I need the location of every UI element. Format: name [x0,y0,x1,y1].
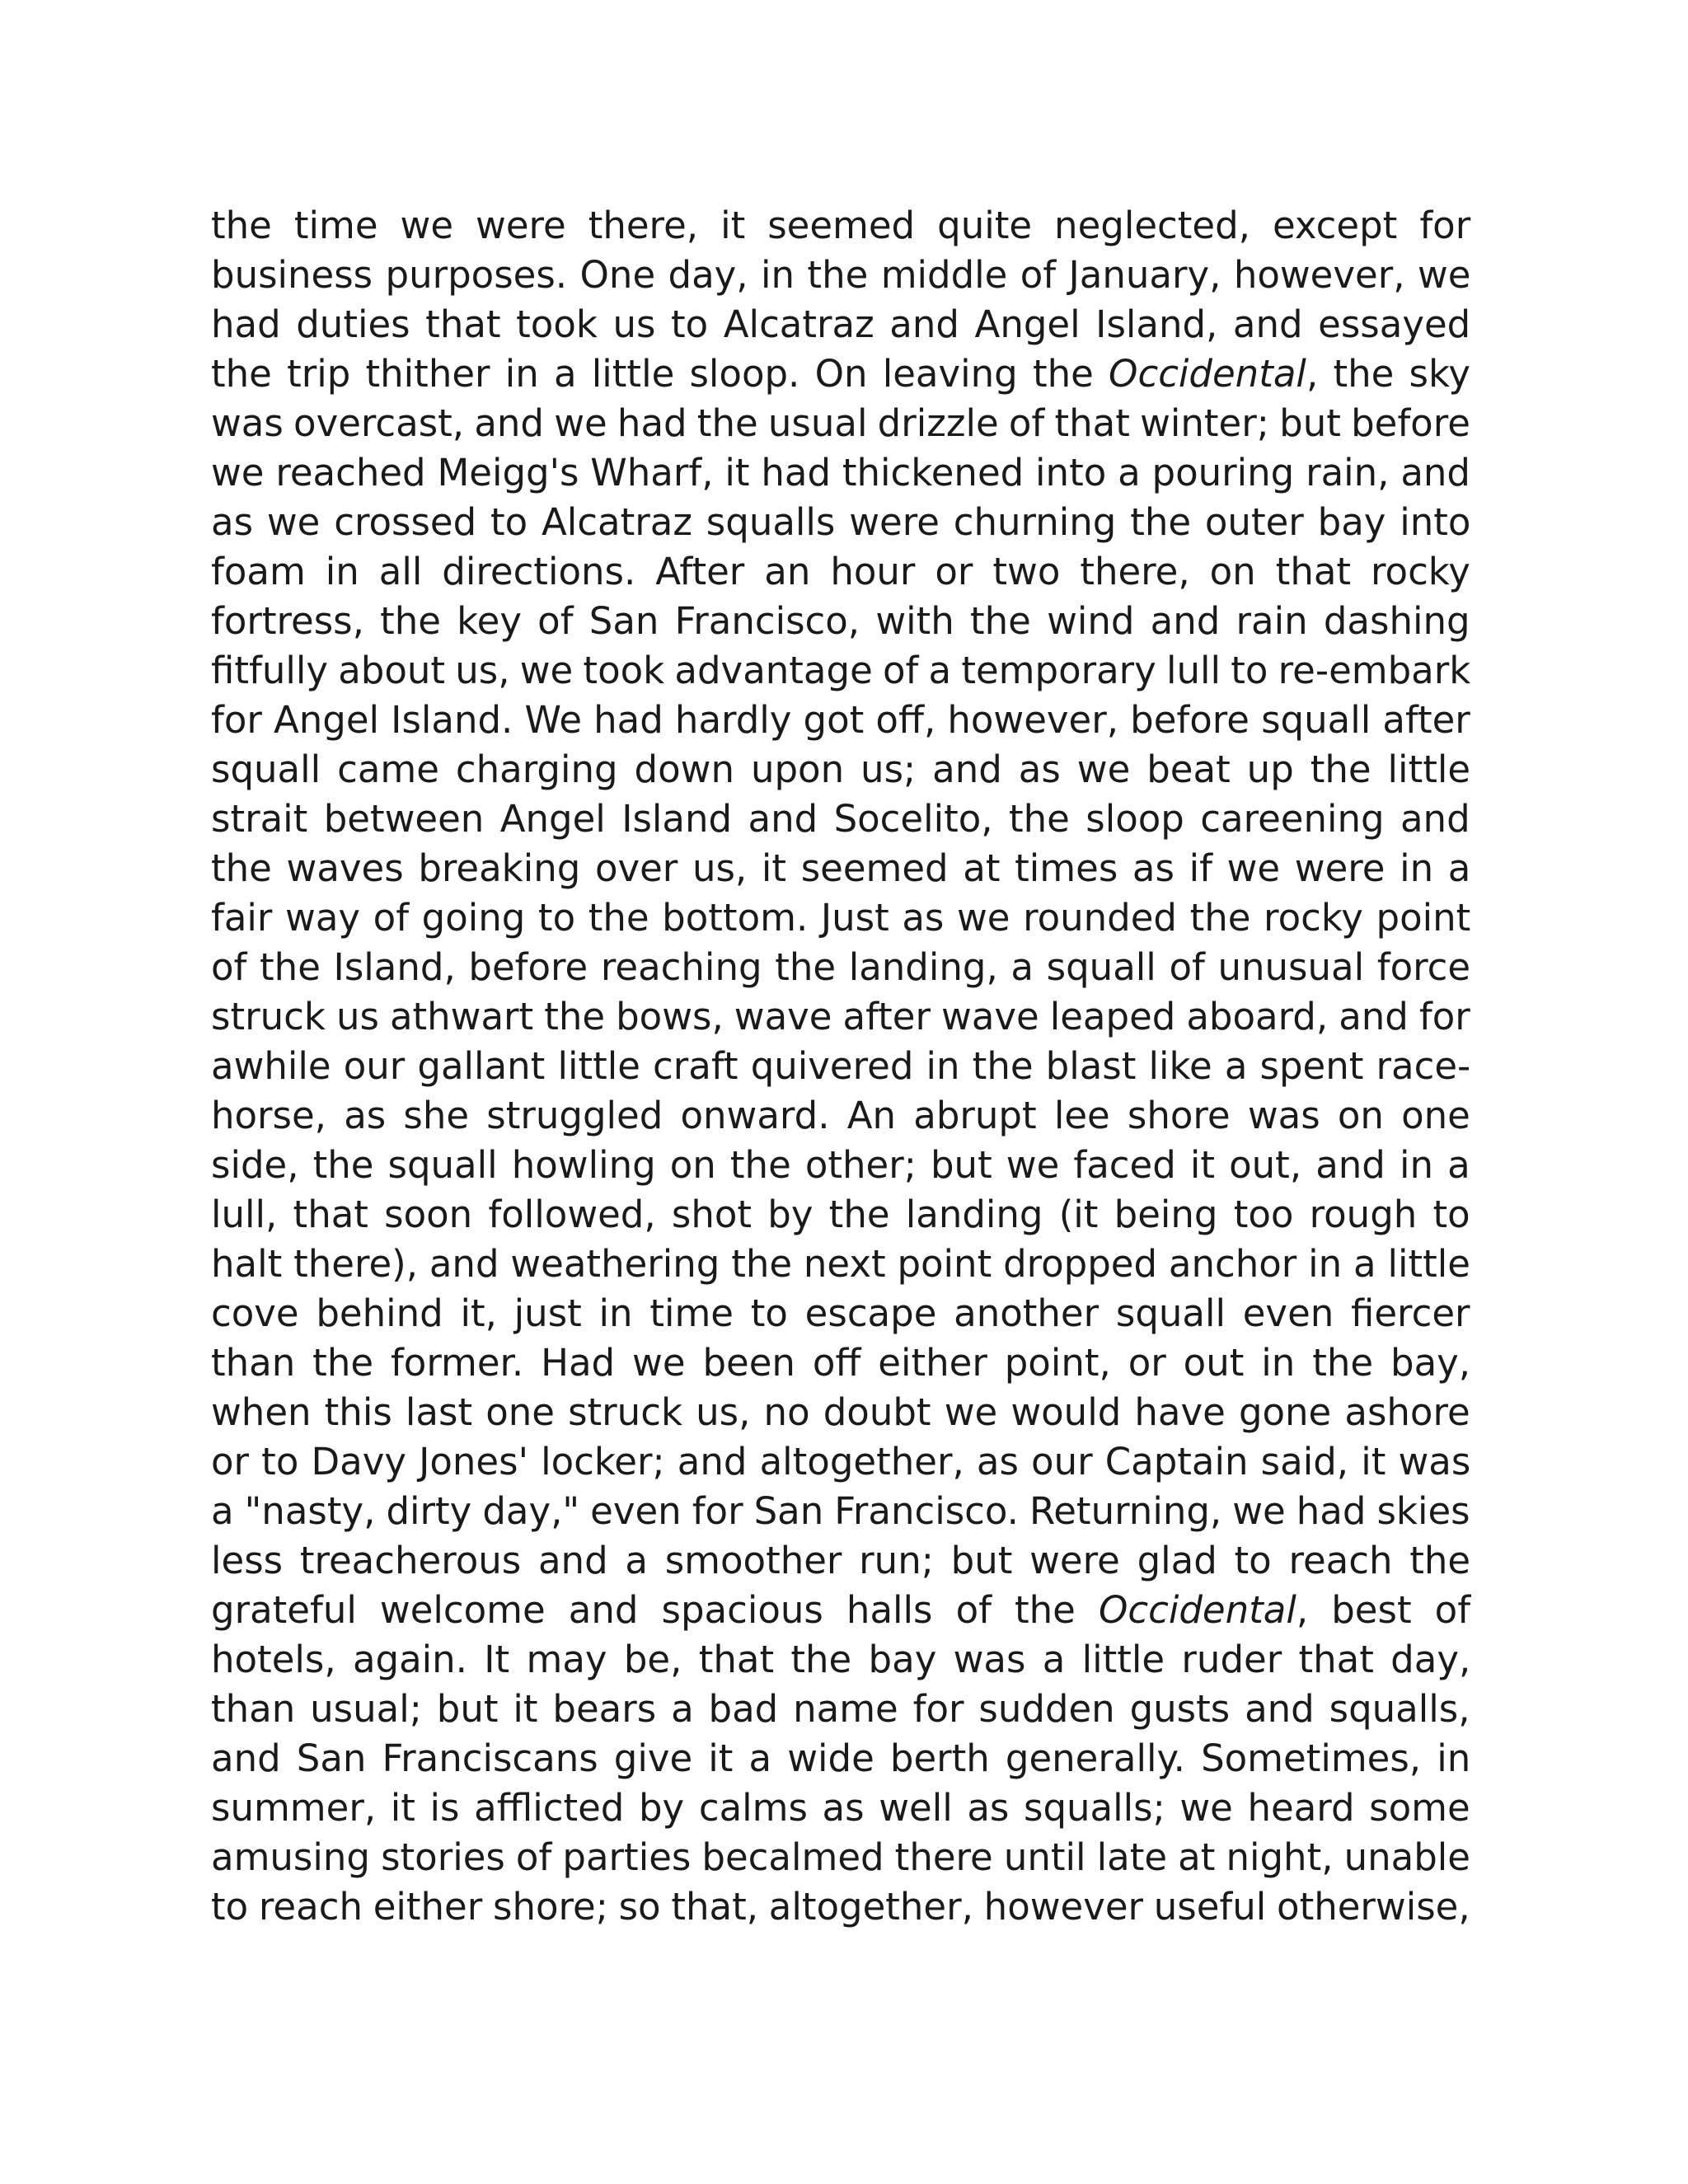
text-line [211,1437,1470,1487]
text-line [211,300,1470,349]
text-run: summer, it is afflicted by calms as well as squalls; we heard some [211,1786,1470,1830]
text-run: fortress, the key of San Francisco, with the wind and rain dashing [211,599,1470,643]
text-run: lull, that soon followed, shot by the landing (it being too rough to [211,1193,1470,1236]
text-run: the trip thither in a little sloop. On leaving the [211,352,1109,396]
text-run: the waves breaking over us, it seemed at times as if we were in a [211,846,1471,890]
text-line [211,992,1470,1042]
text-line [211,349,1470,399]
text-line [211,399,1470,448]
text-line [211,498,1470,547]
text-line [211,745,1470,794]
text-line [211,1586,1470,1635]
text-run: a "nasty, dirty day," even for San Francisco. Returning, we had skies [211,1489,1470,1533]
text-line [211,696,1470,745]
text-line [211,893,1470,943]
text-run: horse, as she struggled onward. An abrupt lee shore was on one [211,1094,1470,1137]
text-line [211,1635,1470,1685]
text-run: fair way of going to the bottom. Just as we rounded the rocky point [211,896,1471,940]
text-line [211,1685,1470,1734]
text-run: hotels, again. It may be, that the bay was a little ruder that day, [211,1638,1471,1681]
text-line [211,1240,1470,1289]
text-line [211,1536,1470,1586]
text-run: cove behind it, just in time to escape another squall even fiercer [211,1291,1470,1335]
text-run: halt there), and weathering the next point dropped anchor in a little [211,1242,1470,1286]
text-line [211,1783,1470,1833]
text-line [211,1042,1470,1091]
text-run: was overcast, and we had the usual drizzle of that winter; but before [211,401,1470,445]
text-run: strait between Angel Island and Socelito, the sloop careening and [211,797,1470,841]
text-run: awhile our gallant little craft quivered in the blast like a spent race- [211,1044,1471,1088]
text-line [211,1190,1470,1240]
text-run: to reach either shore; so that, altogether, however useful otherwise, [211,1885,1470,1929]
text-run: grateful welcome and spacious halls of the [211,1588,1099,1632]
italic-title: Occidental [1109,352,1306,396]
text-line [211,448,1470,498]
text-run: and San Franciscans give it a wide berth generally. Sometimes, in [211,1736,1471,1780]
text-run: than usual; but it bears a bad name for sudden gusts and squalls, [211,1687,1470,1731]
text-run: had duties that took us to Alcatraz and Angel Island, and essayed [211,302,1471,346]
text-run: squall came charging down upon us; and as we beat up the little [211,748,1471,791]
text-line [211,1289,1470,1338]
text-run: , the sky [1306,352,1471,396]
text-run: we reached Meigg's Wharf, it had thickened into a pouring rain, and [211,451,1470,494]
text-run: of the Island, before reaching the landing, a squall of unusual force [211,945,1471,989]
text-line [211,943,1470,992]
italic-title: Occidental [1098,1588,1296,1632]
text-line [211,547,1470,597]
text-line [211,597,1470,646]
text-run: foam in all directions. After an hour or two there, on that rocky [211,550,1470,593]
text-run: for Angel Island. We had hardly got off, however, before squall after [211,698,1470,742]
body-text [211,201,1470,1932]
text-line [211,1882,1470,1932]
text-run: amusing stories of parties becalmed there until late at night, unable [211,1835,1470,1879]
text-run: fitfully about us, we took advantage of a temporary lull to re-embark [211,649,1471,692]
text-run: side, the squall howling on the other; but we faced it out, and in a [211,1143,1470,1187]
text-run: as we crossed to Alcatraz squalls were churning the outer bay into [211,500,1471,544]
text-line [211,1338,1470,1388]
text-line [211,1487,1470,1536]
text-line [211,1091,1470,1141]
text-run: business purposes. One day, in the middle of January, however, we [211,253,1471,297]
text-line [211,251,1470,300]
text-run: less treacherous and a smoother run; but were glad to reach the [211,1539,1471,1582]
text-line [211,1833,1470,1882]
text-run: or to Davy Jones' locker; and altogether, as our Captain said, it was [211,1440,1471,1483]
text-run: , best of [1296,1588,1471,1632]
text-line [211,844,1470,893]
text-line [211,1734,1470,1783]
text-run: when this last one struck us, no doubt we would have gone ashore [211,1390,1470,1434]
text-line [211,794,1470,844]
text-run: the time we were there, it seemed quite neglected, except for [211,204,1471,247]
text-run: struck us athwart the bows, wave after wave leaped aboard, and for [211,995,1470,1038]
text-line [211,1388,1470,1437]
text-line [211,646,1470,696]
text-run: than the former. Had we been off either point, or out in the bay, [211,1341,1471,1385]
text-line [211,201,1470,251]
text-line [211,1141,1470,1190]
